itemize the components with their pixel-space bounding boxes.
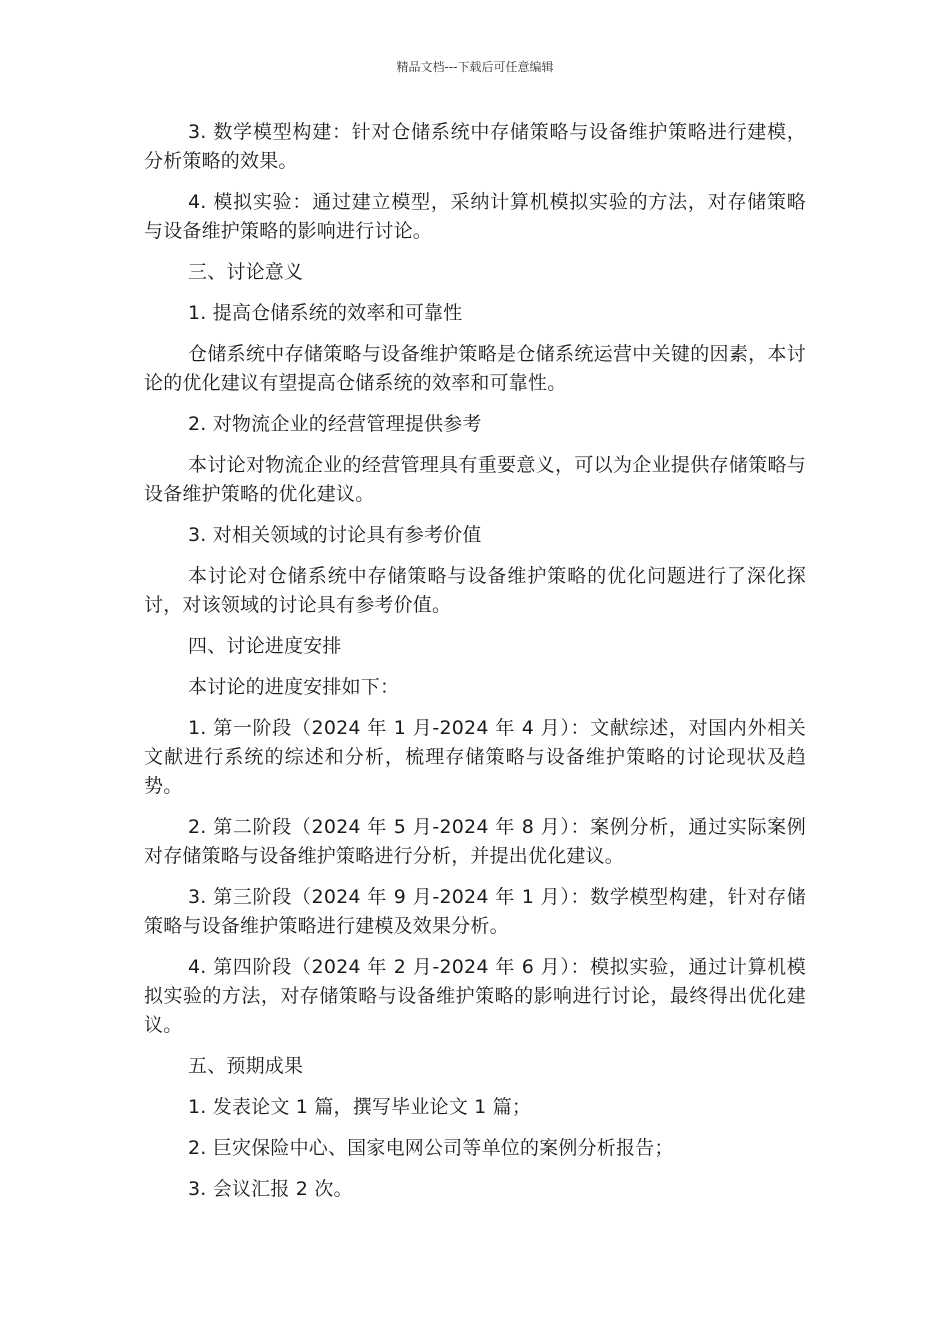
list-item-outcome-3: 3. 会议汇报 2 次。 [188,1178,353,1200]
paragraph-phase-2: 2. 第二阶段（2024 年 5 月-2024 年 8 月）：案例分析，通过实际案例对存储策略与设备维护策略进行分析，并提出优化建议。 [144,816,806,867]
section-heading-outcomes: 五、预期成果 [188,1055,304,1077]
section-heading-significance: 三、讨论意义 [188,261,304,283]
paragraph-phase-3: 3. 第三阶段（2024 年 9 月-2024 年 1 月）：数学模型构建，针对存储策略与设备维护策略进行建模及效果分析。 [144,886,806,937]
paragraph-phase-4: 4. 第四阶段（2024 年 2 月-2024 年 6 月）：模拟实验，通过计算机模拟实验的方法，对存储策略与设备维护策略的影响进行讨论，最终得出优化建议。 [144,956,806,1036]
paragraph-efficiency: 仓储系统中存储策略与设备维护策略是仓储系统运营中关键的因素，本讨论的优化建议有望提高仓储系统的效率和可靠性。 [144,343,806,394]
document-body [144,118,806,1216]
paragraph-phase-1: 1. 第一阶段（2024 年 1 月-2024 年 4 月）：文献综述，对国内外相关文献进行系统的综述和分析，梳理存储策略与设备维护策略的讨论现状及趋势。 [144,717,806,797]
list-item-outcome-2: 2. 巨灾保险中心、国家电网公司等单位的案例分析报告； [188,1137,674,1159]
page-header: 精品文档---下载后可任意编辑 [396,60,554,74]
paragraph-schedule-intro: 本讨论的进度安排如下： [188,676,400,698]
subheading-reference-value: 3. 对相关领域的讨论具有参考价值 [188,524,482,546]
paragraph-model-building: 3. 数学模型构建：针对仓储系统中存储策略与设备维护策略进行建模，分析策略的效果。 [144,121,806,172]
list-item-outcome-1: 1. 发表论文 1 篇，撰写毕业论文 1 篇； [188,1096,532,1118]
subheading-efficiency: 1. 提高仓储系统的效率和可靠性 [188,302,463,324]
subheading-management: 2. 对物流企业的经营管理提供参考 [188,413,482,435]
paragraph-reference-value: 本讨论对仓储系统中存储策略与设备维护策略的优化问题进行了深化探讨，对该领域的讨论具有参考价值。 [144,565,806,616]
section-heading-schedule: 四、讨论进度安排 [188,635,342,657]
paragraph-management: 本讨论对物流企业的经营管理具有重要意义，可以为企业提供存储策略与设备维护策略的优化建议。 [144,454,806,505]
paragraph-simulation: 4. 模拟实验：通过建立模型，采纳计算机模拟实验的方法，对存储策略与设备维护策略的影响进行讨论。 [144,191,806,242]
